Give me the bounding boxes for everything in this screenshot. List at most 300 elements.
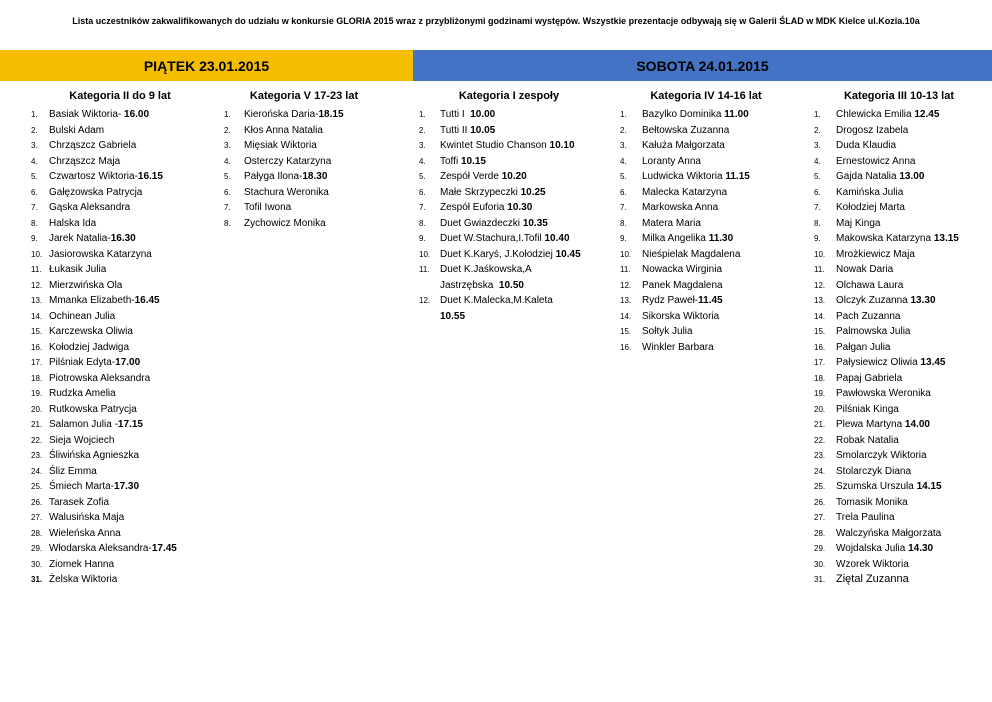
participant-name-text: Rutkowska Patrycja <box>49 403 137 415</box>
participant-name <box>440 293 599 309</box>
participant-entry <box>620 340 792 356</box>
participant-name <box>49 448 209 464</box>
participant-entry <box>31 309 209 325</box>
participant-entry <box>814 386 984 402</box>
entry-number: 27. <box>31 513 43 522</box>
entry-number: 7. <box>814 203 821 212</box>
participant-entry <box>31 355 209 371</box>
participant-entry <box>31 448 209 464</box>
entry-number: 7. <box>620 203 627 212</box>
participant-name-text: Pawłowska Weronika <box>836 388 931 399</box>
entry-number: 3. <box>620 141 627 150</box>
participant-name-text: Duda Klaudia <box>836 140 897 151</box>
participant-name-text: Zespół Verde <box>440 171 502 182</box>
participant-entry <box>419 185 599 201</box>
participant-name-text: Toffi <box>440 155 461 167</box>
participant-name-text: Sołtyk Julia <box>642 326 693 337</box>
participant-name <box>440 262 599 278</box>
participant-name <box>836 278 984 294</box>
participant-name-text: Pałyga Ilona- <box>244 171 303 182</box>
participant-name-text: Loranty Anna <box>642 155 701 167</box>
participant-name-text: Nieśpielak Magdalena <box>642 248 741 260</box>
entry-number: 29. <box>31 544 43 553</box>
participant-entry <box>224 200 384 216</box>
participant-entry <box>814 278 984 294</box>
performance-time: 12.45 <box>914 109 940 120</box>
entry-number: 15. <box>814 327 826 336</box>
entry-number: 2. <box>224 125 231 135</box>
participant-entry <box>31 510 209 526</box>
participant-name-text: Gałęzowska Patrycja <box>49 186 143 198</box>
performance-time: 16.00 <box>124 109 150 120</box>
day-header-friday: PIĄTEK 23.01.2015 <box>0 50 413 81</box>
participant-entry <box>31 216 209 232</box>
participant-name <box>49 185 209 201</box>
participant-entry <box>620 278 792 294</box>
performance-time: 17.00 <box>115 357 141 368</box>
entry-number <box>419 278 440 294</box>
category-title: Kategoria III 10-13 lat <box>843 90 955 102</box>
participant-name <box>642 324 792 340</box>
performance-time: 11.45 <box>698 295 723 306</box>
participant-name-text: Duet W.Stachura,I.Tofil <box>440 233 545 244</box>
participant-entry <box>224 123 384 139</box>
participant-name <box>49 200 209 216</box>
participant-entry <box>814 216 984 232</box>
entry-number: 2. <box>620 125 627 135</box>
participant-entry <box>814 510 984 526</box>
participant-entry <box>620 200 792 216</box>
entry-number: 19. <box>31 389 43 398</box>
participant-entry <box>31 138 209 154</box>
participant-name <box>440 216 599 232</box>
participant-name <box>642 262 792 278</box>
participant-entry <box>419 200 599 216</box>
entry-number: 5. <box>419 172 426 181</box>
participant-name <box>49 107 209 123</box>
participant-name-text: Nowacka Wirginia <box>642 264 723 275</box>
entry-number: 21. <box>31 420 43 429</box>
participant-name <box>836 123 984 139</box>
entry-number: 8. <box>31 218 38 228</box>
participant-entry <box>620 123 792 139</box>
participant-name <box>49 526 209 542</box>
participant-name <box>836 433 984 449</box>
participant-entry <box>31 371 209 387</box>
participant-name <box>49 572 209 588</box>
entry-number: 26. <box>814 497 826 507</box>
participant-name <box>836 340 984 356</box>
participant-entry <box>814 495 984 511</box>
participant-name-text: Mrożkiewicz Maja <box>836 248 915 260</box>
participant-name <box>836 479 984 495</box>
participant-list <box>620 107 792 355</box>
participant-name <box>49 402 209 418</box>
participant-list <box>419 107 599 324</box>
participant-name <box>440 138 599 154</box>
participant-entry <box>419 154 599 170</box>
participant-name <box>836 417 984 433</box>
entry-number: 23. <box>31 451 43 460</box>
participant-name <box>836 386 984 402</box>
participant-name-text: Walusińska Maja <box>49 512 125 523</box>
participant-name-text: Czwartosz Wiktoria- <box>49 171 138 182</box>
participant-name-text: Kałuża Małgorzata <box>642 140 725 151</box>
participant-name-text: Pilśniak Kinga <box>836 403 899 415</box>
participant-name <box>836 510 984 526</box>
entry-number: 16. <box>814 342 826 352</box>
participant-name-text: Jasiorowska Katarzyna <box>49 248 152 260</box>
entry-number: 7. <box>419 203 426 212</box>
participant-entry <box>224 216 384 232</box>
participant-name-text: Mmanka Elizabeth- <box>49 295 135 306</box>
entry-number: 1. <box>620 110 627 119</box>
entry-number: 1. <box>814 110 821 119</box>
participant-name-text: Wzorek Wiktoria <box>836 558 909 570</box>
participant-name-text: Wieleńska Anna <box>49 527 121 539</box>
participant-entry <box>419 309 599 325</box>
participant-entry <box>31 278 209 294</box>
entry-number: 9. <box>419 234 426 243</box>
participant-name <box>440 247 599 263</box>
participant-name <box>244 169 384 185</box>
participant-name-text: Małe Skrzypeczki <box>440 186 521 198</box>
participant-name <box>49 293 209 309</box>
participant-name <box>440 169 599 185</box>
participant-name-text: Sieja Wojciech <box>49 434 115 446</box>
entry-number: 1. <box>419 110 426 119</box>
participant-name-text: Kierońska Daria- <box>244 109 319 120</box>
entry-number: 8. <box>620 218 627 228</box>
participant-name-text: Sikorska Wiktoria <box>642 310 720 322</box>
participant-name-text: Stolarczyk Diana <box>836 465 912 477</box>
participant-entry <box>31 526 209 542</box>
performance-time: 13.45 <box>920 357 946 368</box>
participant-name <box>49 123 209 139</box>
participant-name-text: Palmowska Julia <box>836 326 911 337</box>
participant-name-text: Olchawa Laura <box>836 279 904 291</box>
participant-entry <box>814 200 984 216</box>
participant-name-text: Milka Angelika <box>642 233 709 244</box>
participant-entry <box>224 185 384 201</box>
participant-entry <box>224 107 384 123</box>
participant-name-text: Chrząszcz Maja <box>49 155 121 167</box>
participant-entry <box>419 231 599 247</box>
entry-number: 23. <box>814 451 826 460</box>
entry-number: 14. <box>31 311 43 321</box>
participant-entry <box>814 340 984 356</box>
participant-name-text: Tofil Iwona <box>244 202 292 213</box>
entry-number <box>419 309 440 325</box>
participant-entry <box>814 448 984 464</box>
participant-name <box>440 185 599 201</box>
participant-entry <box>224 154 384 170</box>
participant-entry <box>814 402 984 418</box>
participant-entry <box>814 247 984 263</box>
participant-entry <box>419 293 599 309</box>
performance-time: 10.30 <box>507 202 533 213</box>
entry-number: 9. <box>31 234 38 243</box>
entry-number: 4. <box>814 156 821 166</box>
participant-name-text: Kamińska Julia <box>836 186 904 198</box>
participant-entry <box>620 324 792 340</box>
participant-entry <box>814 417 984 433</box>
entry-number: 7. <box>31 203 38 212</box>
participant-name-text: Śliz Emma <box>49 465 97 477</box>
participant-entry <box>419 247 599 263</box>
participant-name-text: Łukasik Julia <box>49 264 107 275</box>
participant-entry <box>31 464 209 480</box>
entry-number: 14. <box>814 311 826 321</box>
participant-name <box>642 200 792 216</box>
entry-number: 31. <box>31 575 43 584</box>
participant-name <box>440 309 599 325</box>
participant-entry <box>419 169 599 185</box>
entry-number: 28. <box>31 528 43 538</box>
day-header-saturday: SOBOTA 24.01.2015 <box>413 50 992 81</box>
participant-entry <box>419 107 599 123</box>
participant-name-text: Mięsiak Wiktoria <box>244 140 317 151</box>
participant-name <box>440 278 599 294</box>
participant-name <box>836 138 984 154</box>
participant-entry <box>814 138 984 154</box>
entry-number: 3. <box>31 141 38 150</box>
participant-name-text: Ziętal Zuzanna <box>836 573 909 585</box>
participant-name-text: Śmiech Marta- <box>49 481 115 492</box>
entry-number: 2. <box>31 125 38 135</box>
performance-time: 11.30 <box>708 233 734 244</box>
participant-entry <box>620 169 792 185</box>
category-title: Kategoria V 17-23 lat <box>249 90 359 102</box>
participant-name <box>440 123 599 139</box>
participant-entry <box>31 324 209 340</box>
participant-name <box>49 417 209 433</box>
participant-name-text: Jarek Natalia- <box>49 233 111 244</box>
participant-entry <box>31 557 209 573</box>
entry-number: 12. <box>31 280 43 290</box>
participant-list <box>31 107 209 588</box>
performance-time: 13.00 <box>899 171 925 182</box>
entry-number: 6. <box>224 187 231 197</box>
participant-name <box>836 247 984 263</box>
participant-name-text: Walczyńska Małgorzata <box>836 527 942 539</box>
participant-name-text: Karczewska Oliwia <box>49 326 133 337</box>
participant-entry <box>31 169 209 185</box>
performance-time: 16.45 <box>134 295 160 306</box>
participant-name-text: Duet K.Malecka,M.Kaleta <box>440 295 553 306</box>
performance-time: 10.45 <box>555 248 581 260</box>
participant-name <box>440 231 599 247</box>
participant-entry <box>620 262 792 278</box>
performance-time: 13.15 <box>933 233 959 244</box>
participant-name <box>642 107 792 123</box>
entry-number: 28. <box>814 528 826 538</box>
entry-number: 5. <box>814 172 821 181</box>
entry-number: 13. <box>620 296 632 305</box>
entry-number: 6. <box>419 187 426 197</box>
entry-number: 8. <box>224 218 231 228</box>
participant-name <box>49 154 209 170</box>
entry-number: 1. <box>224 110 231 119</box>
entry-number: 11. <box>419 265 430 274</box>
entry-number: 13. <box>814 296 826 305</box>
participant-name <box>244 185 384 201</box>
participant-name <box>642 216 792 232</box>
participant-entry <box>620 231 792 247</box>
performance-time: 10.00 <box>470 109 496 120</box>
participant-name-text: Ziomek Hanna <box>49 558 115 570</box>
entry-number: 29. <box>814 544 826 553</box>
participant-name-text: Bulski Adam <box>49 124 105 136</box>
entry-number: 24. <box>31 466 43 476</box>
performance-time: 14.15 <box>916 481 942 492</box>
participant-name-text: Chrząszcz Gabriela <box>49 140 137 151</box>
entry-number: 15. <box>620 327 632 336</box>
participant-entry <box>814 324 984 340</box>
participant-entry <box>814 169 984 185</box>
participant-name <box>49 557 209 573</box>
entry-number: 30. <box>31 559 43 569</box>
participant-name-text: Ochinean Julia <box>49 310 116 322</box>
entry-number: 21. <box>814 420 826 429</box>
participant-entry <box>620 293 792 309</box>
category-column-iii <box>814 90 984 588</box>
participant-name-text: Kwintet Studio Chanson <box>440 140 550 151</box>
participant-entry <box>31 417 209 433</box>
participant-name <box>642 247 792 263</box>
participant-name <box>836 371 984 387</box>
entry-number: 17. <box>31 358 43 367</box>
performance-time: 10.40 <box>544 233 570 244</box>
participant-name-text: Duet Gwiazdeczki <box>440 217 523 229</box>
participant-entry <box>31 200 209 216</box>
participant-name <box>440 154 599 170</box>
participant-entry <box>31 262 209 278</box>
entry-number: 5. <box>224 172 231 181</box>
participant-name-text: Pałgan Julia <box>836 341 891 353</box>
entry-number: 20. <box>31 404 43 414</box>
participant-entry <box>620 185 792 201</box>
participant-entry <box>814 464 984 480</box>
participant-entry <box>814 231 984 247</box>
participant-name <box>49 495 209 511</box>
entry-number: 10. <box>419 249 431 259</box>
participant-name-text: Szumska Urszula <box>836 481 917 492</box>
participant-entry <box>814 557 984 573</box>
participant-name <box>836 526 984 542</box>
entry-number: 4. <box>419 156 426 166</box>
participant-name <box>49 278 209 294</box>
performance-time: 18.15 <box>318 109 344 120</box>
participant-entry <box>814 107 984 123</box>
participant-name-text: Smolarczyk Wiktoria <box>836 450 927 461</box>
participant-name <box>836 309 984 325</box>
performance-time: 17.15 <box>117 419 143 430</box>
participant-entry <box>31 154 209 170</box>
participant-name <box>836 464 984 480</box>
participant-name <box>836 262 984 278</box>
participant-name-text: Tutti I <box>440 109 471 120</box>
participant-entry <box>31 293 209 309</box>
participant-entry <box>31 247 209 263</box>
participant-entry <box>419 262 599 278</box>
entry-number: 16. <box>620 342 632 352</box>
participant-entry <box>419 278 599 294</box>
participant-name-text: Duet K.Jaśkowska,A <box>440 264 532 275</box>
participant-name-text: Makowska Katarzyna <box>836 233 934 244</box>
participant-name <box>49 433 209 449</box>
participant-entry <box>814 541 984 557</box>
entry-number: 4. <box>31 156 38 166</box>
entry-number: 11. <box>31 265 42 274</box>
performance-time: 18.30 <box>302 171 328 182</box>
participant-entry <box>814 185 984 201</box>
participant-name-text: Markowska Anna <box>642 202 719 213</box>
participant-name-text: Tarasek Zofia <box>49 496 110 508</box>
participant-entry <box>620 154 792 170</box>
entry-number: 5. <box>620 172 627 181</box>
participant-name-text: Malecka Katarzyna <box>642 186 728 198</box>
entry-number: 11. <box>814 265 825 274</box>
participant-name-text: Wojdalska Julia <box>836 543 909 554</box>
entry-number: 27. <box>814 513 826 522</box>
participant-entry <box>419 138 599 154</box>
participant-name <box>836 572 984 588</box>
participant-name <box>440 200 599 216</box>
entry-number: 6. <box>31 187 38 197</box>
participant-name <box>49 231 209 247</box>
entry-number: 26. <box>31 497 43 507</box>
participant-entry <box>620 216 792 232</box>
performance-time: 13.30 <box>910 295 936 306</box>
participant-entry <box>31 107 209 123</box>
entry-number: 10. <box>620 249 632 259</box>
entry-number: 18. <box>814 373 826 383</box>
performance-time: 11.15 <box>725 171 750 182</box>
participant-name-text: Śliwińska Agnieszka <box>49 450 140 461</box>
entry-number: 12. <box>419 296 431 305</box>
participant-entry <box>31 433 209 449</box>
category-column-i <box>419 90 599 324</box>
entry-number: 3. <box>814 141 821 150</box>
participant-name-text: Drogosz Izabela <box>836 124 909 136</box>
participant-name-text: Jastrzębska <box>440 279 499 291</box>
entry-number: 31. <box>814 575 826 584</box>
participant-name-text: Rydz Paweł- <box>642 295 699 306</box>
performance-time: 16.30 <box>110 233 136 244</box>
participant-name <box>49 541 209 557</box>
participant-name <box>642 293 792 309</box>
participant-name-text: Nowak Daria <box>836 264 894 275</box>
participant-name-text: Basiak Wiktoria- <box>49 109 125 120</box>
participant-name <box>642 169 792 185</box>
entry-number: 3. <box>224 141 231 150</box>
participant-entry <box>814 154 984 170</box>
entry-number: 6. <box>620 187 627 197</box>
entry-number: 7. <box>224 203 231 212</box>
participant-entry <box>814 123 984 139</box>
participant-name <box>836 216 984 232</box>
entry-number: 10. <box>814 249 826 259</box>
category-title: Kategoria IV 14-16 lat <box>650 90 762 102</box>
participant-name <box>836 557 984 573</box>
participant-entry <box>31 185 209 201</box>
participant-name-text: Maj Kinga <box>836 217 881 229</box>
participant-name <box>440 107 599 123</box>
participant-name <box>49 247 209 263</box>
participant-entry <box>31 402 209 418</box>
performance-time: 10.35 <box>522 217 548 229</box>
